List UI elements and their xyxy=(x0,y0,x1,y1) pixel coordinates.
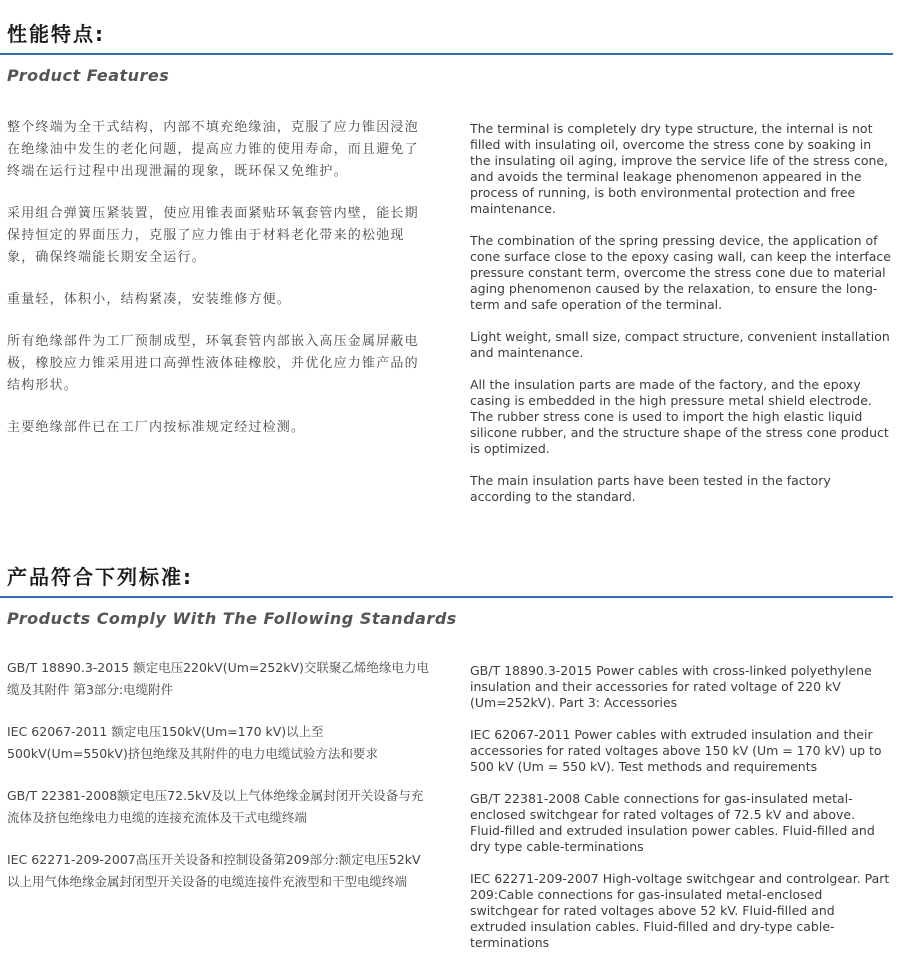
standards-divider xyxy=(0,596,893,598)
standard-zh-item: GB/T 22381-2008额定电压72.5kV及以上气体绝缘金属封闭开关设备与充流体及挤包绝缘电力电缆的连接充流体及干式电缆终端 xyxy=(7,788,424,825)
features-en-paragraph: The main insulation parts have been tested in the factory according to the standard. xyxy=(470,473,831,504)
features-zh-column xyxy=(7,117,427,439)
features-subtitle: Product Features xyxy=(7,66,170,85)
features-zh-paragraph: 重量轻，体积小，结构紧凑，安装维修方便。 xyxy=(7,292,292,307)
features-en-paragraph: The combination of the spring pressing device, the application of cone surface close to the epoxy casing wall, can keep the interface pressure constant term, overcome the stress cone due to material aging phenomenon caused by the relaxation, to ensure the long-term and safe operation of the terminal. xyxy=(470,233,891,312)
standards-subtitle: Products Comply With The Following Standards xyxy=(7,609,457,628)
features-en-paragraph: Light weight, small size, compact structure, convenient installation and maintenance. xyxy=(470,329,890,360)
features-en-column xyxy=(470,121,891,505)
standard-en-item: IEC 62067-2011 Power cables with extruded insulation and their accessories for rated voltages above 150 kV (Um = 170 kV) up to 500 kV (Um = 550 kV). Test methods and requirements xyxy=(470,727,882,774)
standard-zh-item: GB/T 18890.3-2015 额定电压220kV(Um=252kV)交联聚乙烯绝缘电力电缆及其附件 第3部分:电缆附件 xyxy=(7,660,429,697)
features-en-paragraph: All the insulation parts are made of the factory, and the epoxy casing is embedded in the high pressure metal shield electrode. The rubber stress cone is used to import the high elastic liquid silicone rubber, and the structure shape of the stress cone product is optimized. xyxy=(470,377,889,456)
standard-en-item: GB/T 18890.3-2015 Power cables with cross-linked polyethylene insulation and their accessories for rated voltage of 220 kV (Um=252kV). Part 3: Accessories xyxy=(470,663,872,710)
standard-zh-item: IEC 62067-2011 额定电压150kV(Um=170 kV)以上至500kV(Um=550kV)挤包绝缘及其附件的电力电缆试验方法和要求 xyxy=(7,724,378,761)
standards-title: 产品符合下列标准: xyxy=(7,565,193,589)
standards-zh-column xyxy=(7,657,432,893)
features-zh-paragraph: 所有绝缘部件为工厂预制成型，环氧套管内部嵌入高压金属屏蔽电极，橡胶应力锥采用进口高弹性液体硅橡胶，并优化应力锥产品的结构形状。 xyxy=(7,334,419,393)
standard-zh-item: IEC 62271-209-2007高压开关设备和控制设备第209部分:额定电压52kV以上用气体绝缘金属封闭型开关设备的电缆连接件充液型和干型电缆终端 xyxy=(7,852,421,889)
features-en-paragraph: The terminal is completely dry type structure, the internal is not filled with insulating oil, overcome the stress cone by soaking in the insulating oil aging, improve the service life of the stress cone, and avoids the terminal leakage phenomenon appeared in the process of running, is both environmental protection and free maintenance. xyxy=(470,121,889,216)
features-divider xyxy=(0,53,893,55)
standards-en-column xyxy=(470,663,891,951)
standard-en-item: GB/T 22381-2008 Cable connections for gas-insulated metal-enclosed switchgear for rated voltages of 72.5 kV and above. Fluid-filled and extruded insulation power cables. Fluid-filled and dry type cable-terminations xyxy=(470,791,875,854)
standard-en-item: IEC 62271-209-2007 High-voltage switchgear and controlgear. Part 209:Cable connections for gas-insulated metal-enclosed switchgear for rated voltages above 52 kV. Fluid-filled and extruded insulation cables. Fluid-filled and dry-type cable-terminations xyxy=(470,871,890,950)
features-zh-paragraph: 整个终端为全干式结构，内部不填充绝缘油，克服了应力锥因浸泡在绝缘油中发生的老化问题，提高应力锥的使用寿命，而且避免了终端在运行过程中出现泄漏的现象，既环保又免维护。 xyxy=(7,120,419,179)
features-zh-paragraph: 主要绝缘部件已在工厂内按标准规定经过检测。 xyxy=(7,420,306,435)
features-title: 性能特点: xyxy=(7,22,105,46)
features-zh-paragraph: 采用组合弹簧压紧装置，使应用锥表面紧贴环氧套管内壁，能长期保持恒定的界面压力，克服了应力锥由于材料老化带来的松弛现象，确保终端能长期安全运行。 xyxy=(7,206,419,265)
